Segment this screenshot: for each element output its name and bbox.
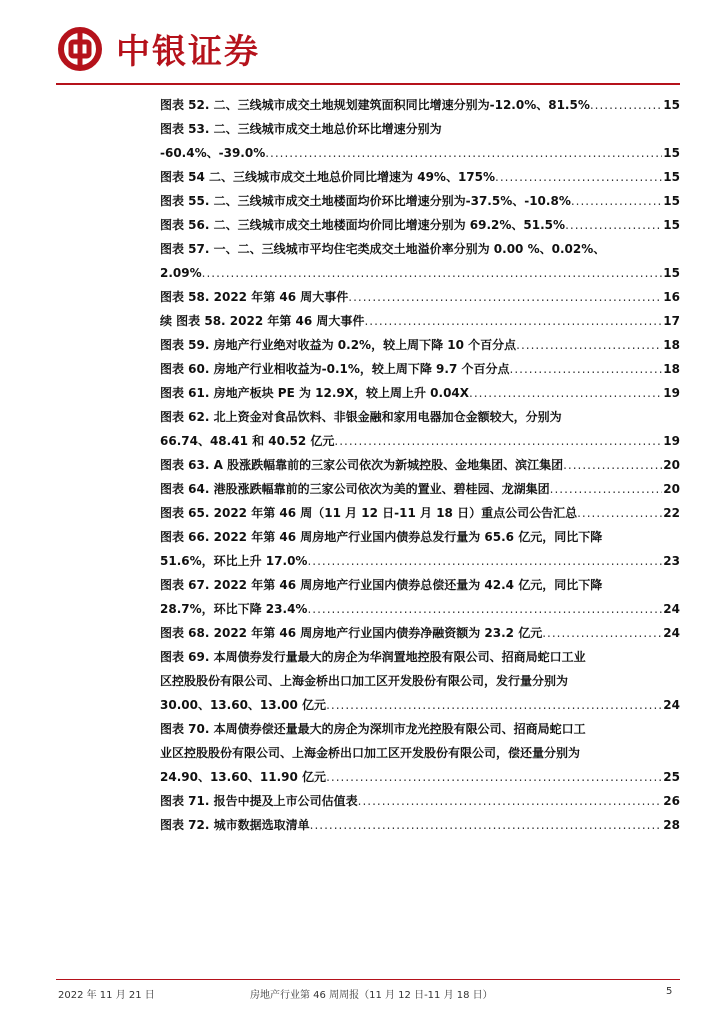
dot-leader — [495, 165, 662, 189]
toc-line — [160, 333, 680, 357]
toc-line — [160, 261, 680, 285]
dot-leader — [577, 501, 662, 525]
toc-page-number: 15 — [663, 218, 680, 232]
toc-entry-text: 图表 67. 2022 年第 46 周房地产行业国内债券总偿还量为 42.4 亿元，同比下降 — [160, 578, 603, 592]
dot-leader — [516, 333, 662, 357]
toc-line — [160, 501, 680, 525]
toc-entry[interactable] — [160, 117, 680, 165]
toc-entry-text: 图表 62. 北上资金对食品饮料、非银金融和家用电器加仓金额较大，分别为 — [160, 410, 562, 424]
dot-leader — [590, 93, 662, 117]
toc-entry[interactable] — [160, 621, 680, 645]
toc-entry-text: 业区控股股份有限公司、上海金桥出口加工区开发股份有限公司，偿还量分别为 — [160, 746, 581, 760]
toc-line — [160, 285, 680, 309]
page-number: 5 — [666, 986, 673, 997]
toc-entry-text: 28.7%，环比下降 23.4% — [160, 602, 308, 616]
figure-list — [160, 93, 680, 837]
toc-page-number: 24 — [663, 698, 680, 712]
toc-entry[interactable] — [160, 93, 680, 117]
toc-entry[interactable] — [160, 189, 680, 213]
toc-entry-text: -60.4%、-39.0% — [160, 146, 266, 160]
dot-leader — [550, 477, 663, 501]
toc-line — [160, 813, 680, 837]
toc-line — [160, 405, 680, 429]
brand-name: 中银证券 — [116, 32, 260, 72]
toc-line — [160, 549, 680, 573]
dot-leader — [571, 189, 662, 213]
toc-entry-text: 图表 54 二、三线城市成交土地总价同比增速为 49%、175% — [160, 170, 496, 184]
toc-entry[interactable] — [160, 813, 680, 837]
toc-entry[interactable] — [160, 357, 680, 381]
toc-line — [160, 189, 680, 213]
toc-line — [160, 453, 680, 477]
toc-entry-text: 图表 56. 二、三线城市成交土地楼面均价同比增速分别为 69.2%、51.5% — [160, 218, 566, 232]
toc-line — [160, 693, 680, 717]
toc-page-number: 20 — [663, 458, 680, 472]
bank-of-china-logo-icon — [56, 25, 104, 73]
toc-page-number: 19 — [663, 386, 680, 400]
brand-logo — [56, 24, 260, 73]
dot-leader — [563, 453, 662, 477]
toc-entry[interactable] — [160, 333, 680, 357]
toc-entry[interactable] — [160, 573, 680, 621]
toc-entry-text: 图表 64. 港股涨跌幅靠前的三家公司依次为美的置业、碧桂园、龙湖集团 — [160, 482, 550, 496]
toc-entry[interactable] — [160, 237, 680, 285]
dot-leader — [542, 621, 662, 645]
toc-entry[interactable] — [160, 453, 680, 477]
toc-line — [160, 93, 680, 117]
toc-entry-text: 图表 53. 二、三线城市成交土地总价环比增速分别为 — [160, 122, 442, 136]
footer-report-title: 房地产行业第 46 周周报（11 月 12 日-11 月 18 日） — [250, 990, 493, 1001]
toc-entry-text: 图表 60. 房地产行业相收益为-0.1%，较上周下降 9.7 个百分点 — [160, 362, 510, 376]
toc-entry-text: 区控股股份有限公司、上海金桥出口加工区开发股份有限公司，发行量分别为 — [160, 674, 569, 688]
toc-entry[interactable] — [160, 789, 680, 813]
toc-entry[interactable] — [160, 501, 680, 525]
toc-page-number: 15 — [663, 170, 680, 184]
toc-entry[interactable] — [160, 525, 680, 573]
toc-line — [160, 765, 680, 789]
toc-line — [160, 645, 680, 669]
toc-line — [160, 213, 680, 237]
toc-entry[interactable] — [160, 717, 680, 789]
toc-entry-text: 66.74、48.41 和 40.52 亿元 — [160, 434, 335, 448]
toc-line — [160, 621, 680, 645]
toc-page-number: 25 — [663, 770, 680, 784]
toc-line — [160, 429, 680, 453]
toc-page-number: 16 — [663, 290, 680, 304]
footer-date: 2022 年 11 月 21 日 — [58, 990, 155, 1001]
toc-line — [160, 597, 680, 621]
toc-line — [160, 309, 680, 333]
toc-line — [160, 141, 680, 165]
dot-leader — [510, 357, 663, 381]
dot-leader — [358, 789, 663, 813]
dot-leader — [307, 597, 662, 621]
toc-line — [160, 165, 680, 189]
toc-entry[interactable] — [160, 405, 680, 453]
dot-leader — [565, 213, 662, 237]
toc-page-number: 23 — [663, 554, 680, 568]
toc-line — [160, 741, 680, 765]
toc-entry-text: 图表 71. 报告中提及上市公司估值表 — [160, 794, 358, 808]
toc-page-number: 26 — [663, 794, 680, 808]
toc-page-number: 24 — [663, 626, 680, 640]
toc-entry-text: 30.00、13.60、13.00 亿元 — [160, 698, 327, 712]
toc-entry-text: 图表 68. 2022 年第 46 周房地产行业国内债券净融资额为 23.2 亿元 — [160, 626, 543, 640]
dot-leader — [364, 309, 662, 333]
toc-page-number: 15 — [663, 146, 680, 160]
toc-entry-text: 图表 70. 本周债券偿还量最大的房企为深圳市龙光控股有限公司、招商局蛇口工 — [160, 722, 586, 736]
dot-leader — [469, 381, 662, 405]
toc-entry-text: 图表 72. 城市数据选取清单 — [160, 818, 310, 832]
toc-page-number: 20 — [663, 482, 680, 496]
toc-entry-text: 图表 65. 2022 年第 46 周（11 月 12 日-11 月 18 日）重点公司公告汇总 — [160, 506, 578, 520]
toc-entry-text: 图表 61. 房地产板块 PE 为 12.9X，较上周上升 0.04X — [160, 386, 470, 400]
toc-line — [160, 717, 680, 741]
toc-line — [160, 381, 680, 405]
toc-page-number: 15 — [663, 194, 680, 208]
toc-entry-text: 2.09% — [160, 266, 202, 280]
toc-page-number: 22 — [663, 506, 680, 520]
toc-line — [160, 789, 680, 813]
toc-page-number: 19 — [663, 434, 680, 448]
dot-leader — [326, 765, 662, 789]
toc-entry[interactable] — [160, 381, 680, 405]
dot-leader — [265, 141, 662, 165]
dot-leader — [326, 693, 662, 717]
toc-line — [160, 477, 680, 501]
dot-leader — [348, 285, 662, 309]
toc-entry[interactable] — [160, 477, 680, 501]
dot-leader — [202, 261, 663, 285]
toc-page-number: 28 — [663, 818, 680, 832]
header-divider — [56, 83, 680, 85]
toc-entry[interactable] — [160, 165, 680, 189]
toc-entry[interactable] — [160, 285, 680, 309]
toc-entry[interactable] — [160, 213, 680, 237]
toc-page-number: 15 — [663, 266, 680, 280]
toc-line — [160, 573, 680, 597]
toc-entry-text: 51.6%，环比上升 17.0% — [160, 554, 308, 568]
toc-line — [160, 357, 680, 381]
toc-entry[interactable] — [160, 309, 680, 333]
toc-page-number: 24 — [663, 602, 680, 616]
toc-entry[interactable] — [160, 645, 680, 717]
toc-page-number: 17 — [663, 314, 680, 328]
toc-page-number: 18 — [663, 362, 680, 376]
page-header — [0, 0, 724, 84]
toc-line — [160, 669, 680, 693]
dot-leader — [310, 813, 663, 837]
toc-entry-text: 24.90、13.60、11.90 亿元 — [160, 770, 327, 784]
footer-divider — [56, 979, 680, 980]
dot-leader — [334, 429, 662, 453]
toc-page-number: 18 — [663, 338, 680, 352]
toc-entry-text: 图表 66. 2022 年第 46 周房地产行业国内债券总发行量为 65.6 亿元，同比下降 — [160, 530, 603, 544]
toc-entry-text: 图表 59. 房地产行业绝对收益为 0.2%，较上周下降 10 个百分点 — [160, 338, 517, 352]
toc-entry-text: 续 图表 58. 2022 年第 46 周大事件 — [160, 314, 365, 328]
toc-line — [160, 117, 680, 141]
toc-line — [160, 237, 680, 261]
toc-line — [160, 525, 680, 549]
toc-entry-text: 图表 55. 二、三线城市成交土地楼面均价环比增速分别为-37.5%、-10.8% — [160, 194, 571, 208]
toc-page-number: 15 — [663, 98, 680, 112]
toc-entry-text: 图表 69. 本周债券发行量最大的房企为华润置地控股有限公司、招商局蛇口工业 — [160, 650, 586, 664]
dot-leader — [307, 549, 662, 573]
toc-entry-text: 图表 57. 一、二、三线城市平均住宅类成交土地溢价率分别为 0.00 %、0.02%、 — [160, 242, 606, 256]
toc-entry-text: 图表 63. A 股涨跌幅靠前的三家公司依次为新城控股、金地集团、滨江集团 — [160, 458, 564, 472]
toc-entry-text: 图表 52. 二、三线城市成交土地规划建筑面积同比增速分别为-12.0%、81.5% — [160, 98, 590, 112]
toc-entry-text: 图表 58. 2022 年第 46 周大事件 — [160, 290, 349, 304]
